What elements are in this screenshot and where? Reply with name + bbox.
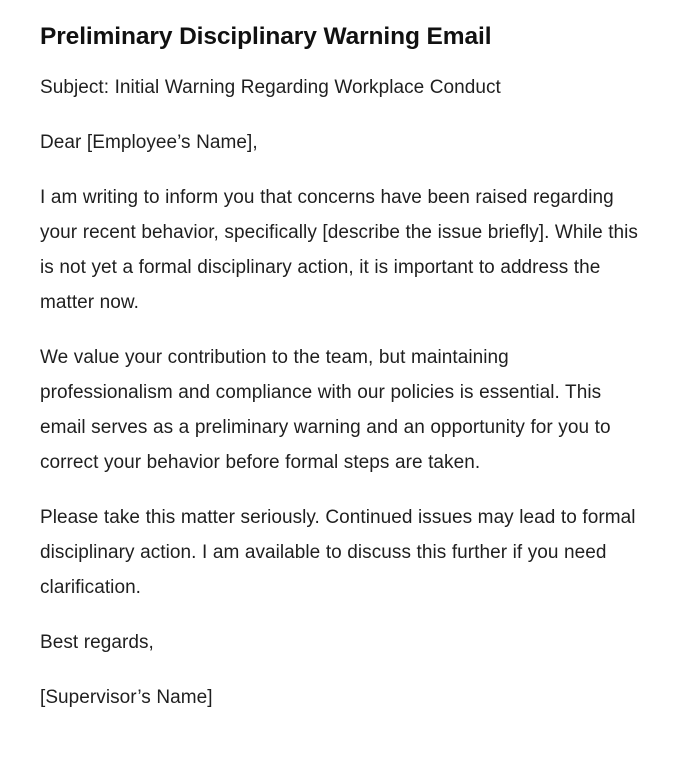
document-body xyxy=(40,70,640,715)
body-paragraph-3: Please take this matter seriously. Continued issues may lead to formal disciplinary action. I am available to discuss this further if you need clarification. xyxy=(40,506,636,598)
closing-signoff: Best regards, xyxy=(40,631,154,653)
page-title: Preliminary Disciplinary Warning Email xyxy=(40,23,492,50)
salutation: Dear [Employee’s Name], xyxy=(40,131,258,153)
body-paragraph-2: We value your contribution to the team, but maintaining professionalism and compliance with our policies is essential. This email serves as a preliminary warning and an opportunity for you to correct your behavior before formal steps are taken. xyxy=(40,346,611,473)
signature-name: [Supervisor’s Name] xyxy=(40,686,213,708)
subject-line: Subject: Initial Warning Regarding Workplace Conduct xyxy=(40,76,501,98)
body-paragraph-1: I am writing to inform you that concerns have been raised regarding your recent behavior, specifically [describe the issue briefly]. While this is not yet a formal disciplinary action, it is important to address the matter now. xyxy=(40,186,638,313)
